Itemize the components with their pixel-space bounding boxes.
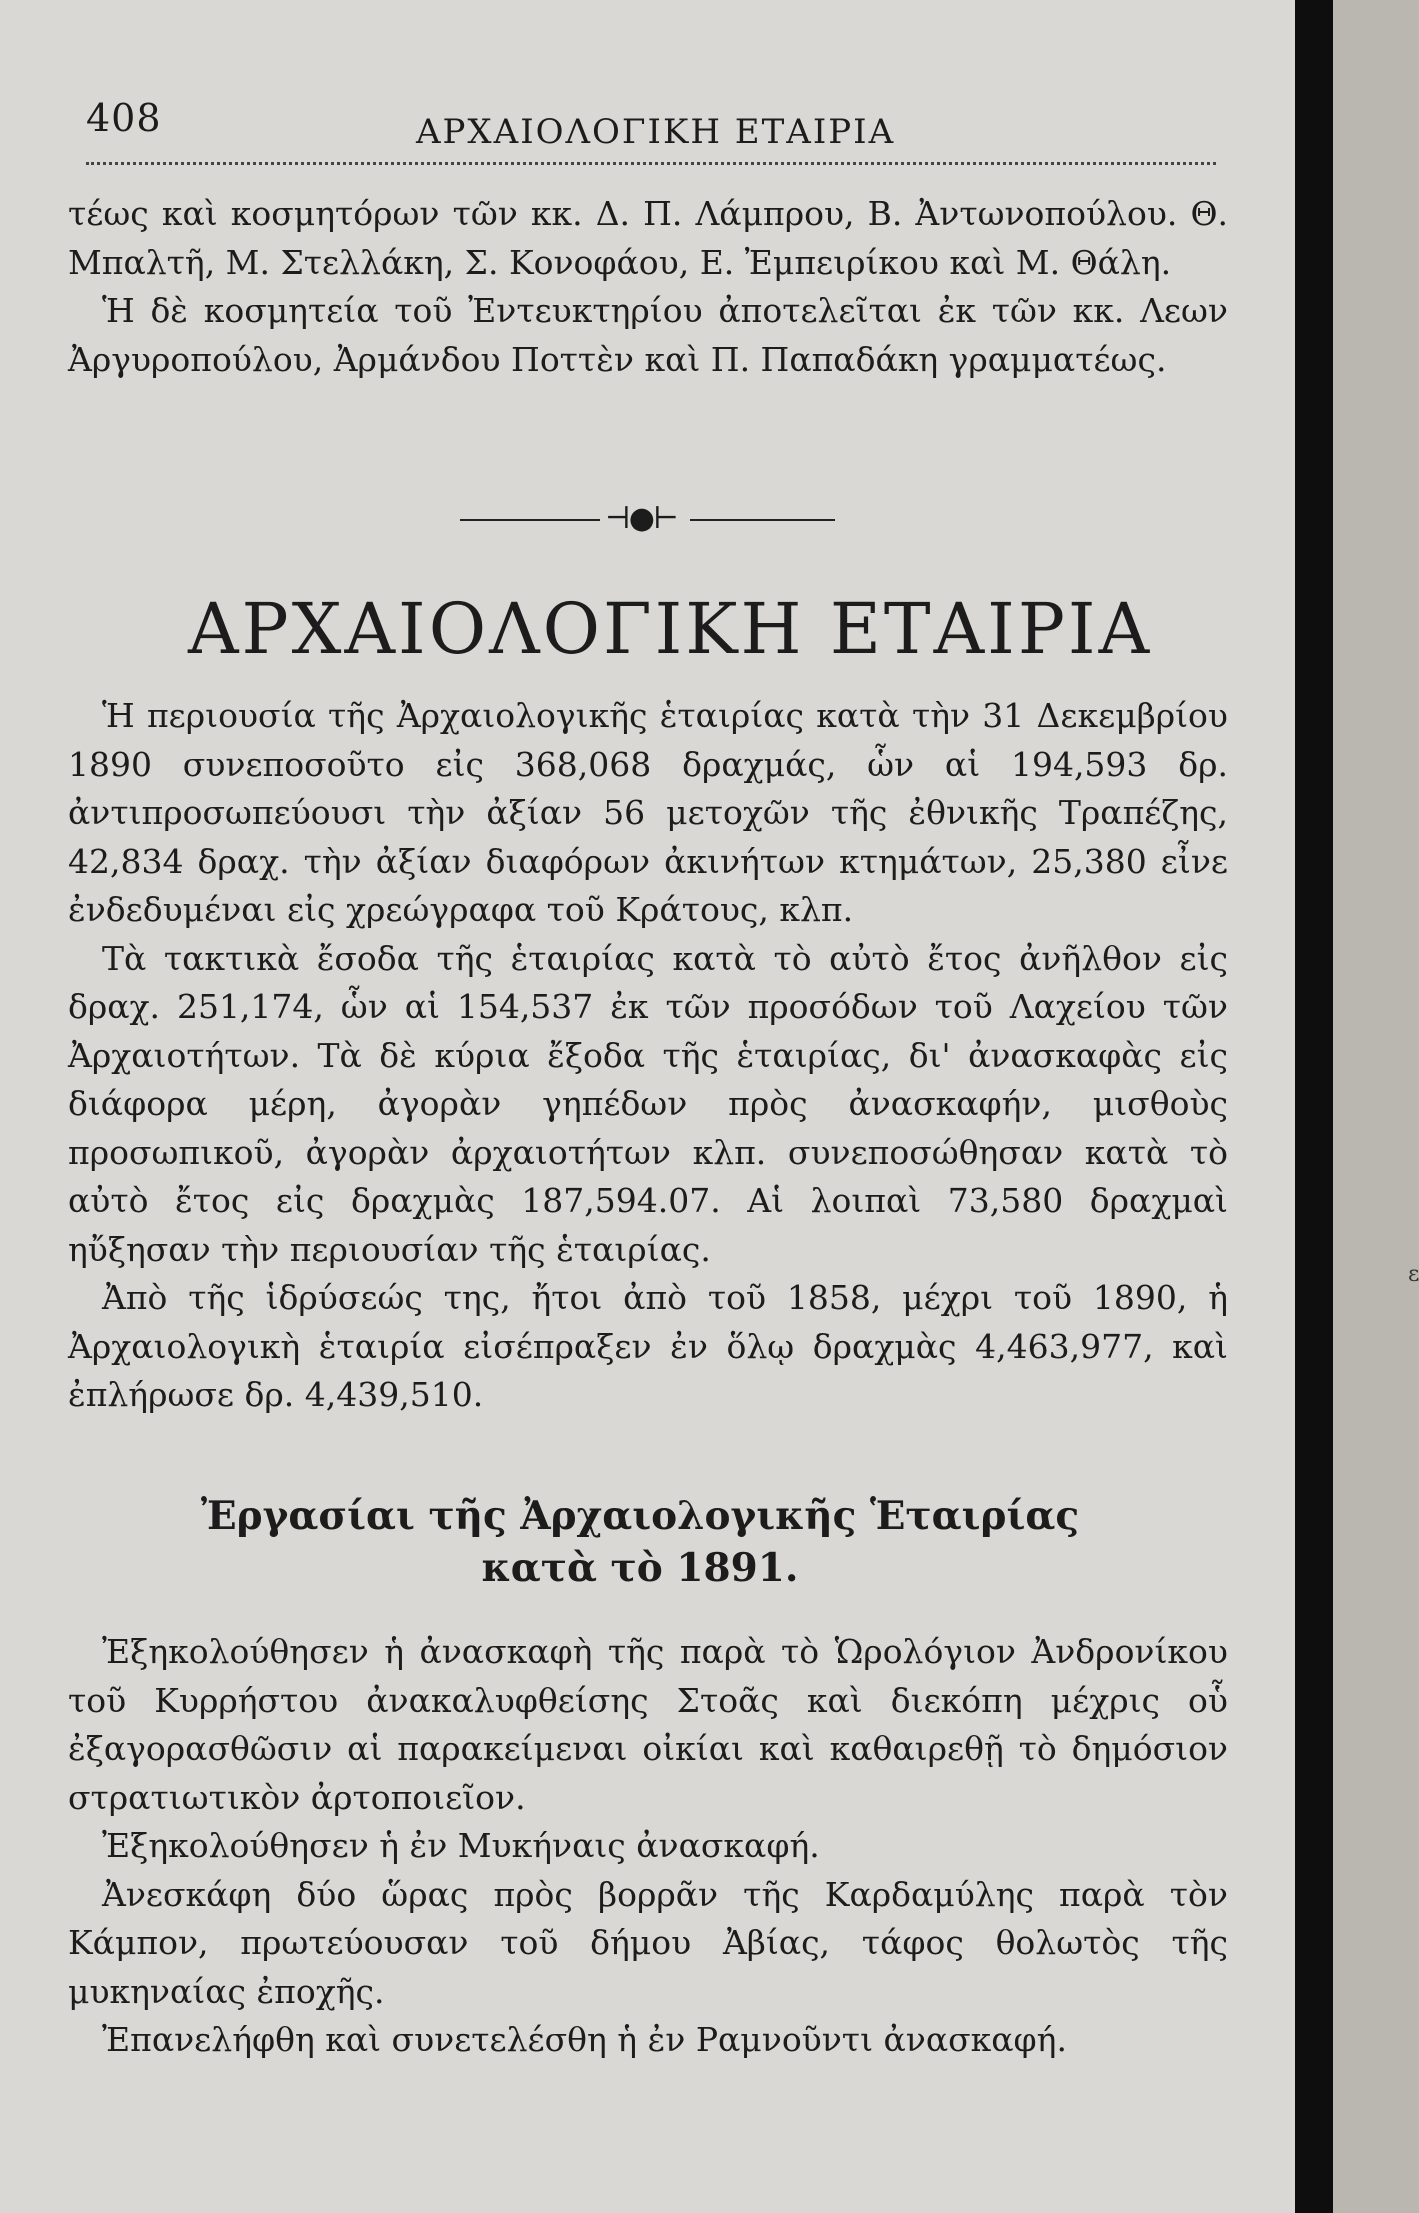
divider-line-right	[690, 519, 835, 521]
intro-paragraph: τέως καὶ κοσμητόρων τῶν κκ. Δ. Π. Λάμπρου, Β. Ἀντωνοπούλου. Θ. Μπαλτῆ, Μ. Στελλάκη, Σ. Κονοφάου, Ε. Ἐμπειρίκου καὶ Μ. Θάλη.	[68, 194, 1228, 282]
works-heading-line2: κατὰ τὸ 1891.	[481, 1545, 799, 1591]
body-paragraph: Ἡ περιουσία τῆς Ἀρχαιολογικῆς ἑταιρίας κατὰ τὴν 31 Δεκεμβρίου 1890 συνεποσοῦτο εἰς 368,068 δραχμάς, ὧν αἱ 194,593 δρ. ἀντιπροσωπεύουσι τὴν ἀξίαν 56 μετοχῶν τῆς ἐθνικῆς Τραπέζης, 42,834 δραχ. τὴν ἀξίαν διαφόρων ἀκινήτων κτημάτων, 25,380 εἶνε ἐνδεδυμέναι εἰς χρεώγραφα τοῦ Κράτους, κλπ.	[68, 696, 1228, 929]
divider-line-left	[460, 519, 600, 521]
running-head: ΑΡΧΑΙΟΛΟΓΙΚΗ ΕΤΑΙΡΙΑ	[416, 112, 896, 152]
page-number: 408	[86, 96, 162, 140]
intro-paragraph: Ἡ δὲ κοσμητεία τοῦ Ἐντευκτηρίου ἀποτελεῖται ἐκ τῶν κκ. Λεων Ἀργυροπούλου, Ἀρμάνδου Ποττὲν καὶ Π. Παπαδάκη γραμματέως.	[68, 291, 1228, 379]
body-paragraph: Ἀπὸ τῆς ἱδρύσεώς της, ἤτοι ἀπὸ τοῦ 1858, μέχρι τοῦ 1890, ἡ Ἀρχαιολογικὴ ἑταιρία εἰσέπραξεν ἐν ὅλῳ δραχμὰς 4,463,977, καὶ ἐπλήρωσε δρ. 4,439,510.	[68, 1278, 1228, 1414]
header-rule	[86, 162, 1216, 165]
facing-page-letter: ε	[1408, 1262, 1419, 1287]
section-title: ΑΡΧΑΙΟΛΟΓΙΚΗ ΕΤΑΙΡΙΑ	[188, 588, 1153, 670]
works-body	[68, 1628, 1228, 2065]
divider-ornament: ⊣●⊢	[605, 501, 677, 536]
works-paragraph: Ἐξηκολούθησεν ἡ ἐν Μυκήναις ἀνασκαφή.	[102, 1826, 820, 1865]
section-divider	[460, 490, 835, 550]
works-paragraph: Ἀνεσκάφη δύο ὥρας πρὸς βορρᾶν τῆς Καρδαμύλης παρὰ τὸν Κάμπον, πρωτεύουσαν τοῦ δήμου Ἀβίας, τάφος θολωτὸς τῆς μυκηναίας ἐποχῆς.	[68, 1874, 1228, 2011]
book-spine	[1295, 0, 1333, 2213]
works-paragraph: Ἐξηκολούθησεν ἡ ἀνασκαφὴ τῆς παρὰ τὸ Ὡρολόγιον Ἀνδρονίκου τοῦ Κυρρήστου ἀνακαλυφθείσης Στοᾶς καὶ διεκόπη μέχρις οὗ ἐξαγορασθῶσιν αἱ παρακείμεναι οἰκίαι καὶ καθαιρεθῇ τὸ δημόσιον στρατιωτικὸν ἀρτοποιεῖον.	[68, 1632, 1228, 1817]
works-paragraph: Ἐπανελήφθη καὶ συνετελέσθη ἡ ἐν Ραμνοῦντι ἀνασκαφή.	[102, 2020, 1067, 2059]
works-heading-line1: Ἐργασίαι τῆς Ἀρχαιολογικῆς Ἑταιρίας	[200, 1493, 1080, 1539]
works-heading	[200, 1490, 1080, 1594]
section-body	[68, 692, 1228, 1420]
intro-text	[68, 190, 1228, 384]
body-paragraph: Τὰ τακτικὰ ἔσοδα τῆς ἑταιρίας κατὰ τὸ αὐτὸ ἔτος ἀνῆλθον εἰς δραχ. 251,174, ὧν αἱ 154,537 ἐκ τῶν προσόδων τοῦ Λαχείου τῶν Ἀρχαιοτήτων. Τὰ δὲ κύρια ἔξοδα τῆς ἑταιρίας, δι' ἀνασκαφὰς εἰς διάφορα μέρη, ἀγορὰν γηπέδων πρὸς ἀνασκαφήν, μισθοὺς προσωπικοῦ, ἀγορὰν ἀρχαιοτήτων κλπ. συνεποσώθησαν κατὰ τὸ αὐτὸ ἔτος εἰς δραχμὰς 187,594.07. Αἱ λοιπαὶ 73,580 δραχμαὶ ηὔξησαν τὴν περιουσίαν τῆς ἑταιρίας.	[68, 938, 1228, 1269]
page-header	[86, 96, 1216, 160]
facing-page-edge	[1333, 0, 1419, 2213]
